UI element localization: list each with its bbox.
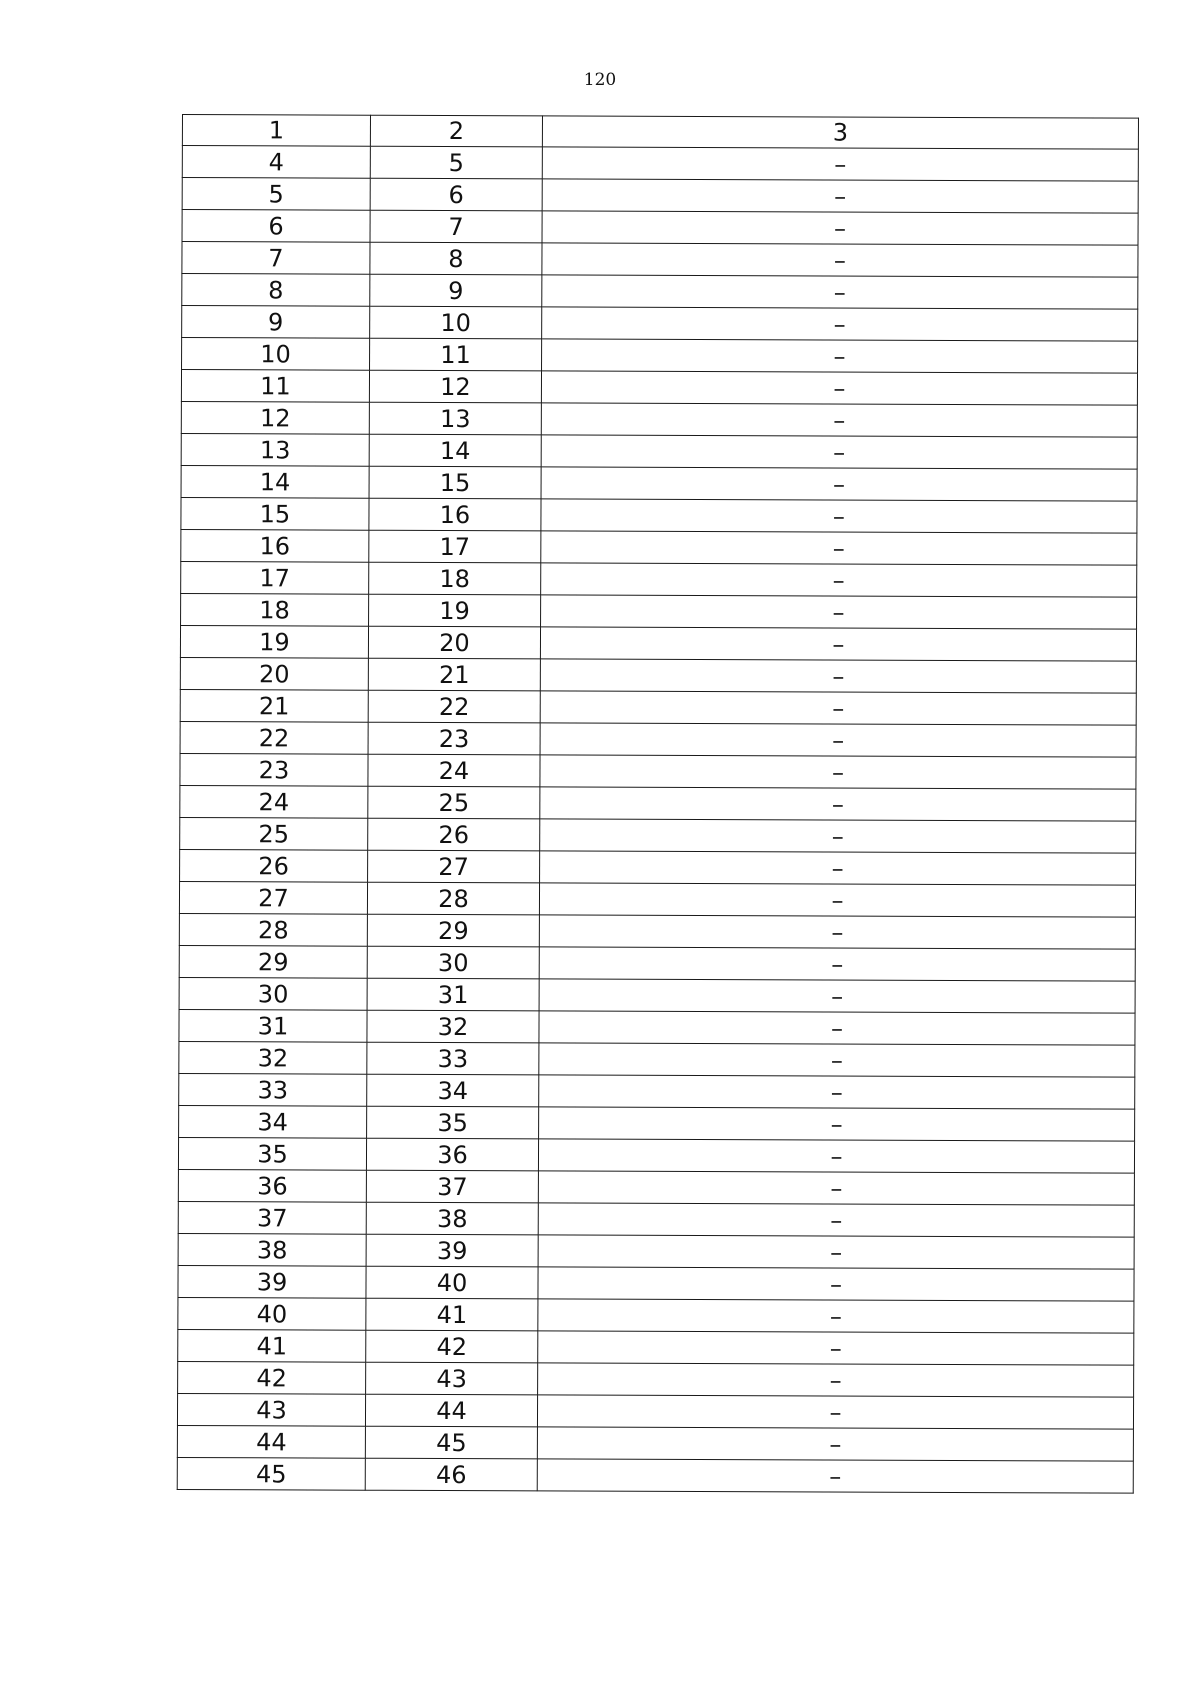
table-cell-col-1: 17 <box>181 561 369 594</box>
table-row <box>180 785 1136 821</box>
table-row <box>180 625 1136 661</box>
table-cell-col-2: 5 <box>370 146 542 179</box>
column-header-3: 3 <box>542 116 1138 149</box>
table-cell-col-3: – <box>540 787 1136 821</box>
table-cell-col-2: 36 <box>366 1138 538 1171</box>
table-cell-col-2: 22 <box>368 690 540 723</box>
column-header-1: 1 <box>182 115 370 147</box>
table-row <box>179 881 1135 917</box>
table-cell-col-1: 39 <box>178 1265 366 1298</box>
table-cell-col-2: 6 <box>370 178 542 211</box>
table-cell-col-3: – <box>540 659 1136 693</box>
table-cell-col-3: – <box>541 499 1137 533</box>
table-cell-col-2: 12 <box>369 370 541 403</box>
table-cell-col-3: – <box>539 1011 1135 1045</box>
table-cell-col-3: – <box>538 1139 1134 1173</box>
table-cell-col-3: – <box>540 755 1136 789</box>
table-cell-col-3: – <box>540 723 1136 757</box>
table-cell-col-3: – <box>541 467 1137 501</box>
table-cell-col-3: – <box>540 851 1136 885</box>
table-cell-col-3: – <box>537 1459 1133 1493</box>
table-cell-col-3: – <box>541 595 1137 629</box>
table-cell-col-2: 19 <box>369 594 541 627</box>
table-cell-col-2: 28 <box>367 882 539 915</box>
table-cell-col-2: 34 <box>367 1074 539 1107</box>
table-row <box>179 913 1135 949</box>
table-cell-col-1: 18 <box>181 593 369 626</box>
table-cell-col-2: 10 <box>370 306 542 339</box>
table-cell-col-2: 25 <box>368 786 540 819</box>
column-header-2: 2 <box>370 115 542 147</box>
table-body <box>177 115 1138 1494</box>
table-cell-col-1: 14 <box>181 465 369 498</box>
table-cell-col-1: 29 <box>179 945 367 978</box>
table-cell-col-3: – <box>541 371 1137 405</box>
table-cell-col-2: 24 <box>368 754 540 787</box>
table-row <box>181 465 1137 501</box>
table-cell-col-1: 26 <box>180 849 368 882</box>
table-cell-col-1: 31 <box>179 1009 367 1042</box>
table-cell-col-2: 18 <box>369 562 541 595</box>
table-cell-col-3: – <box>538 1235 1134 1269</box>
page-number: 120 <box>583 70 617 90</box>
table-row <box>178 1169 1134 1205</box>
table-row <box>180 753 1136 789</box>
table-row <box>178 1361 1134 1397</box>
table-row <box>182 274 1138 310</box>
table-cell-col-3: – <box>540 691 1136 725</box>
table-cell-col-2: 37 <box>366 1170 538 1203</box>
table-cell-col-2: 35 <box>367 1106 539 1139</box>
table-cell-col-2: 13 <box>369 402 541 435</box>
table-cell-col-1: 15 <box>181 497 369 530</box>
table-row <box>179 945 1135 981</box>
table-cell-col-3: – <box>539 1043 1135 1077</box>
table-cell-col-1: 40 <box>178 1297 366 1330</box>
table-cell-col-1: 21 <box>180 689 368 722</box>
table-cell-col-3: – <box>538 1299 1134 1333</box>
table-cell-col-2: 41 <box>366 1298 538 1331</box>
table-cell-col-1: 11 <box>181 370 369 403</box>
table-cell-col-1: 30 <box>179 977 367 1010</box>
table-cell-col-2: 27 <box>368 850 540 883</box>
table-cell-col-2: 26 <box>368 818 540 851</box>
table-cell-col-1: 16 <box>181 529 369 562</box>
table-row <box>182 338 1138 374</box>
table-row <box>180 657 1136 693</box>
table-cell-col-1: 45 <box>177 1457 365 1490</box>
table-cell-col-3: – <box>538 1363 1134 1397</box>
table-cell-col-2: 16 <box>369 498 541 531</box>
table-row <box>181 401 1137 437</box>
table-cell-col-1: 38 <box>178 1233 366 1266</box>
table-cell-col-1: 5 <box>182 178 370 211</box>
table-row <box>182 178 1138 214</box>
table-row <box>178 1297 1134 1333</box>
table-row <box>179 977 1135 1013</box>
table-cell-col-2: 30 <box>367 946 539 979</box>
table-row <box>182 146 1138 182</box>
table-row <box>182 210 1138 246</box>
table-cell-col-1: 9 <box>182 306 370 339</box>
table-row <box>177 1457 1133 1493</box>
table-cell-col-3: – <box>541 531 1137 565</box>
table-cell-col-1: 22 <box>180 721 368 754</box>
table-cell-col-2: 14 <box>369 434 541 467</box>
table-cell-col-1: 25 <box>180 817 368 850</box>
table-cell-col-2: 11 <box>370 338 542 371</box>
table-cell-col-1: 37 <box>178 1201 366 1234</box>
table-cell-col-1: 6 <box>182 210 370 243</box>
table-cell-col-1: 36 <box>178 1169 366 1202</box>
table-cell-col-2: 42 <box>366 1330 538 1363</box>
table-cell-col-3: – <box>538 1203 1134 1237</box>
table-header-row <box>182 115 1138 150</box>
table-cell-col-1: 10 <box>182 338 370 371</box>
table-cell-col-2: 8 <box>370 242 542 275</box>
table-cell-col-2: 9 <box>370 274 542 307</box>
table-row <box>180 721 1136 757</box>
table-cell-col-3: – <box>542 275 1138 309</box>
table-cell-col-3: – <box>541 563 1137 597</box>
table-cell-col-1: 27 <box>179 881 367 914</box>
table-cell-col-2: 33 <box>367 1042 539 1075</box>
table-cell-col-3: – <box>542 339 1138 373</box>
table-cell-col-3: – <box>542 179 1138 213</box>
table-cell-col-2: 32 <box>367 1010 539 1043</box>
table-cell-col-3: – <box>541 403 1137 437</box>
table-cell-col-1: 32 <box>179 1041 367 1074</box>
table-cell-col-3: – <box>539 915 1135 949</box>
table-row <box>177 1425 1133 1461</box>
table-row <box>179 1073 1135 1109</box>
table-cell-col-3: – <box>542 211 1138 245</box>
table-cell-col-1: 43 <box>177 1393 365 1426</box>
table-row <box>178 1201 1134 1237</box>
table-row <box>181 529 1137 565</box>
table-row <box>178 1137 1134 1173</box>
table-cell-col-3: – <box>538 1171 1134 1205</box>
table-row <box>178 1233 1134 1269</box>
table-cell-col-3: – <box>540 819 1136 853</box>
table-cell-col-3: – <box>539 1107 1135 1141</box>
table-cell-col-1: 44 <box>177 1425 365 1458</box>
table-cell-col-2: 17 <box>369 530 541 563</box>
table-cell-col-3: – <box>539 979 1135 1013</box>
table-cell-col-1: 42 <box>178 1361 366 1394</box>
table-row <box>178 1265 1134 1301</box>
table-cell-col-1: 7 <box>182 242 370 275</box>
table-cell-col-1: 4 <box>182 146 370 179</box>
table-cell-col-2: 43 <box>366 1362 538 1395</box>
table-cell-col-1: 33 <box>179 1073 367 1106</box>
table-row <box>182 306 1138 342</box>
table-row <box>181 433 1137 469</box>
table-row <box>181 370 1137 406</box>
table-cell-col-3: – <box>539 883 1135 917</box>
table-cell-col-3: – <box>537 1395 1133 1429</box>
table-row <box>177 1393 1133 1429</box>
table-cell-col-3: – <box>538 1331 1134 1365</box>
table-row <box>178 1329 1134 1365</box>
table-cell-col-3: – <box>542 243 1138 277</box>
table-cell-col-2: 46 <box>365 1458 537 1491</box>
table-cell-col-3: – <box>539 1075 1135 1109</box>
table-cell-col-1: 8 <box>182 274 370 307</box>
table-row <box>181 593 1137 629</box>
table-cell-col-2: 45 <box>365 1426 537 1459</box>
table-row <box>180 817 1136 853</box>
table-row <box>181 497 1137 533</box>
table-cell-col-2: 29 <box>367 914 539 947</box>
table-cell-col-1: 23 <box>180 753 368 786</box>
table-row <box>180 689 1136 725</box>
table-cell-col-1: 35 <box>178 1137 366 1170</box>
table-cell-col-3: – <box>542 307 1138 341</box>
table-cell-col-1: 41 <box>178 1329 366 1362</box>
table-cell-col-2: 23 <box>368 722 540 755</box>
table-cell-col-1: 13 <box>181 433 369 466</box>
table-row <box>179 1009 1135 1045</box>
table-cell-col-3: – <box>539 947 1135 981</box>
table-cell-col-2: 20 <box>368 626 540 659</box>
table-row <box>180 849 1136 885</box>
table-cell-col-1: 20 <box>180 657 368 690</box>
table-cell-col-1: 19 <box>180 625 368 658</box>
table-cell-col-1: 24 <box>180 785 368 818</box>
table-cell-col-2: 21 <box>368 658 540 691</box>
table-cell-col-2: 44 <box>365 1394 537 1427</box>
table-cell-col-3: – <box>541 435 1137 469</box>
table-cell-col-2: 40 <box>366 1266 538 1299</box>
table-cell-col-2: 7 <box>370 210 542 243</box>
table-cell-col-2: 15 <box>369 466 541 499</box>
table-cell-col-1: 28 <box>179 913 367 946</box>
table-cell-col-1: 12 <box>181 401 369 434</box>
data-table <box>177 114 1139 1494</box>
table-cell-col-2: 38 <box>366 1202 538 1235</box>
table-cell-col-3: – <box>537 1427 1133 1461</box>
table-cell-col-1: 34 <box>179 1105 367 1138</box>
table-row <box>182 242 1138 278</box>
table-row <box>181 561 1137 597</box>
table-cell-col-3: – <box>538 1267 1134 1301</box>
table-cell-col-2: 31 <box>367 978 539 1011</box>
table-row <box>179 1105 1135 1141</box>
table-cell-col-3: – <box>542 147 1138 181</box>
table-cell-col-2: 39 <box>366 1234 538 1267</box>
table-row <box>179 1041 1135 1077</box>
table-cell-col-3: – <box>540 627 1136 661</box>
